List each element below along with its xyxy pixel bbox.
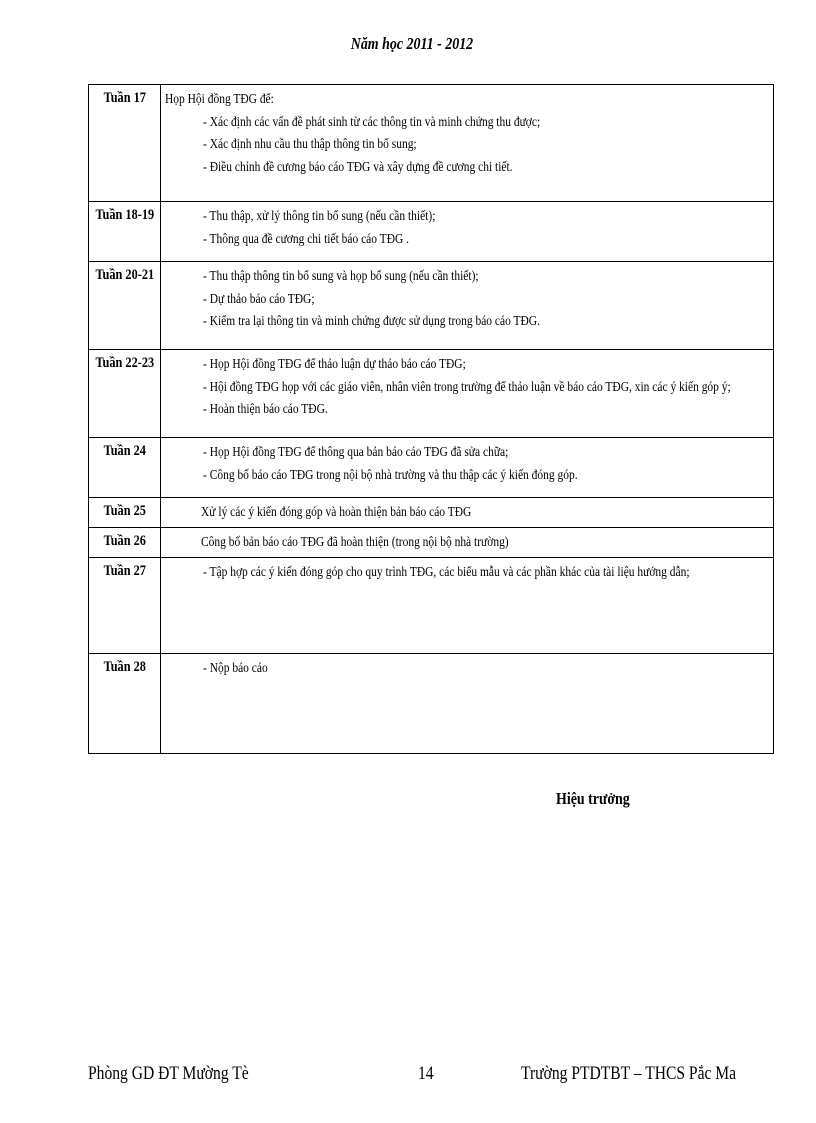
schedule-row: [89, 557, 774, 653]
schedule-row: [89, 350, 774, 438]
task-line: Họp Hội đồng TĐG để:: [165, 92, 274, 107]
task-line: - Xác định nhu cầu thu thập thông tin bổ sung;: [203, 137, 417, 152]
task-line: - Thông qua đề cương chi tiết báo cáo TĐG .: [203, 231, 410, 247]
week-label: Tuần 22-23: [95, 355, 155, 371]
week-cell: [89, 438, 161, 498]
signature-title: Hiệu trưởng: [556, 789, 630, 808]
week-label: Tuần 17: [103, 90, 146, 106]
week-label: Tuần 18-19: [95, 207, 155, 223]
task-cell: [161, 438, 774, 498]
task-line: - Hoàn thiện báo cáo TĐG.: [203, 402, 328, 417]
schedule-row: [89, 262, 774, 350]
task-cell: [161, 528, 774, 558]
week-cell: [89, 557, 161, 653]
task-line: - Công bố báo cáo TĐG trong nội bộ nhà trường và thu thập các ý kiến đóng góp.: [203, 467, 578, 483]
task-line: - Nộp báo cáo: [203, 660, 268, 676]
footer-department: Phòng GD ĐT Mường Tè: [88, 1063, 249, 1084]
task-cell: [161, 350, 774, 438]
week-cell: [89, 350, 161, 438]
task-line: - Kiểm tra lại thông tin và minh chứng được sử dụng trong báo cáo TĐG.: [203, 314, 540, 329]
task-line: - Hội đồng TĐG họp với các giáo viên, nhân viên trong trường để thảo luận về báo cáo TĐG, xin các ý kiến góp ý;: [203, 379, 731, 395]
schedule-table-body: [89, 85, 774, 754]
week-cell: [89, 202, 161, 262]
task-cell: [161, 653, 774, 753]
week-cell: [89, 498, 161, 528]
task-line: Xử lý các ý kiến đóng góp và hoàn thiện bản báo cáo TĐG: [201, 505, 472, 520]
week-label: Tuần 28: [103, 658, 146, 675]
week-cell: [89, 262, 161, 350]
schedule-row: [89, 438, 774, 498]
week-cell: [89, 528, 161, 558]
week-label: Tuần 25: [103, 503, 146, 519]
footer-page-number: 14: [418, 1063, 434, 1084]
task-line: Công bố bản báo cáo TĐG đã hoàn thiện (trong nội bộ nhà trường): [201, 535, 509, 550]
week-label: Tuần 24: [103, 443, 146, 459]
task-line: - Thu thập thông tin bổ sung và họp bổ sung (nếu cần thiết);: [203, 269, 479, 284]
page-header-title: Năm học 2011 - 2012: [350, 34, 474, 53]
schedule-row: [89, 653, 774, 753]
task-line: - Điều chỉnh đề cương báo cáo TĐG và xây dựng đề cương chi tiết.: [203, 159, 513, 175]
task-cell: [161, 498, 774, 528]
week-cell: [89, 653, 161, 753]
task-line: - Họp Hội đồng TĐG để thảo luận dự thảo báo cáo TĐG;: [203, 357, 466, 372]
task-line: - Xác định các vấn đề phát sinh từ các thông tin và minh chứng thu được;: [203, 114, 541, 130]
week-cell: [89, 85, 161, 202]
schedule-row: [89, 528, 774, 558]
schedule-table: [88, 84, 774, 754]
task-line: - Họp Hội đồng TĐG để thông qua bản báo cáo TĐG đã sửa chữa;: [203, 445, 509, 460]
schedule-row: [89, 85, 774, 202]
task-cell: [161, 557, 774, 653]
task-cell: [161, 262, 774, 350]
task-line: - Tập hợp các ý kiến đóng góp cho quy trình TĐG, các biểu mẫu và các phần khác của tài liệu hướng dẫn;: [203, 564, 690, 580]
footer-school: Trường PTDTBT – THCS Pắc Ma: [521, 1063, 737, 1084]
task-cell: [161, 85, 774, 202]
task-line: - Dự thảo báo cáo TĐG;: [203, 291, 315, 307]
week-label: Tuần 27: [103, 562, 146, 579]
schedule-row: [89, 498, 774, 528]
schedule-row: [89, 202, 774, 262]
week-label: Tuần 26: [103, 533, 146, 549]
week-label: Tuần 20-21: [95, 267, 155, 283]
task-line: - Thu thập, xử lý thông tin bổ sung (nếu cần thiết);: [203, 209, 436, 224]
task-cell: [161, 202, 774, 262]
